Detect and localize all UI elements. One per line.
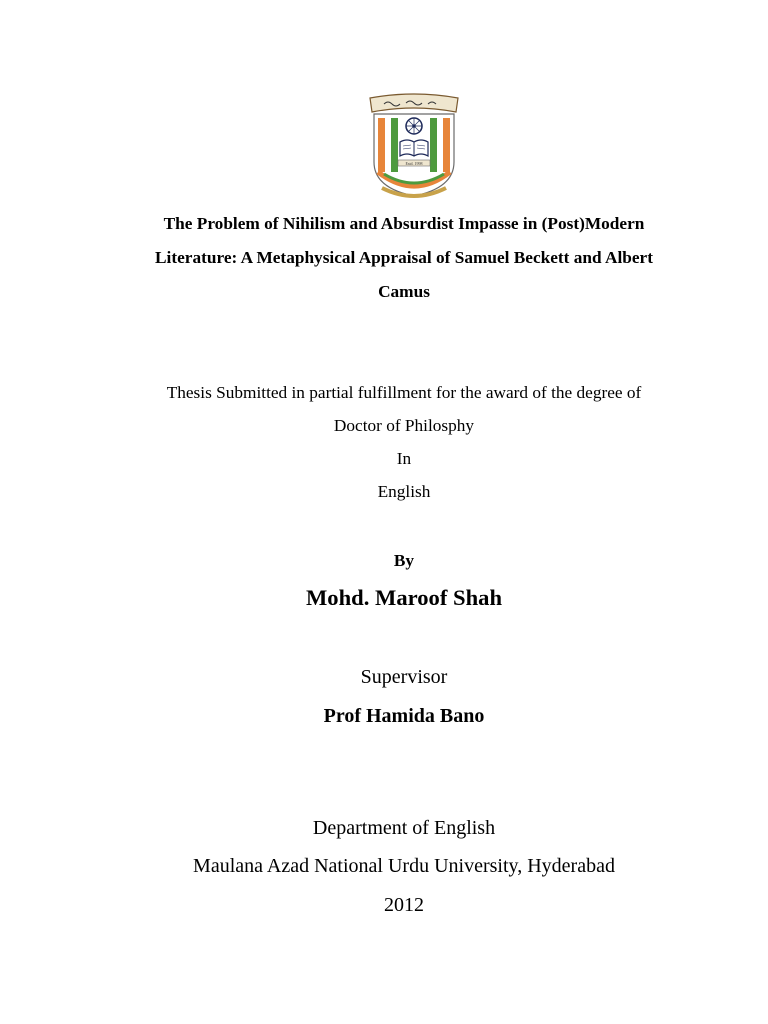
thesis-title-line-1: The Problem of Nihilism and Absurdist Impasse in (Post)Modern — [163, 214, 645, 233]
in-label: In — [396, 449, 412, 468]
thesis-title-line-3: Camus — [378, 282, 430, 301]
by-label: By — [393, 551, 415, 570]
supervisor-label: Supervisor — [360, 666, 448, 688]
supervisor-name: Prof Hamida Bano — [323, 705, 485, 727]
submission-statement: Thesis Submitted in partial fulfillment for the award of the degree of — [166, 383, 642, 402]
subject-name: English — [377, 482, 431, 501]
university-name: Maulana Azad National Urdu University, Hyderabad — [193, 855, 615, 877]
university-emblem-logo — [362, 92, 466, 202]
department-name: Department of English — [312, 817, 496, 839]
author-name: Mohd. Maroof Shah — [305, 585, 503, 610]
submission-year: 2012 — [384, 894, 424, 916]
svg-text:Estd. 1998: Estd. 1998 — [405, 161, 423, 166]
degree-name: Doctor of Philosphy — [333, 416, 475, 435]
thesis-title-line-2: Literature: A Metaphysical Appraisal of Samuel Beckett and Albert — [155, 248, 653, 267]
